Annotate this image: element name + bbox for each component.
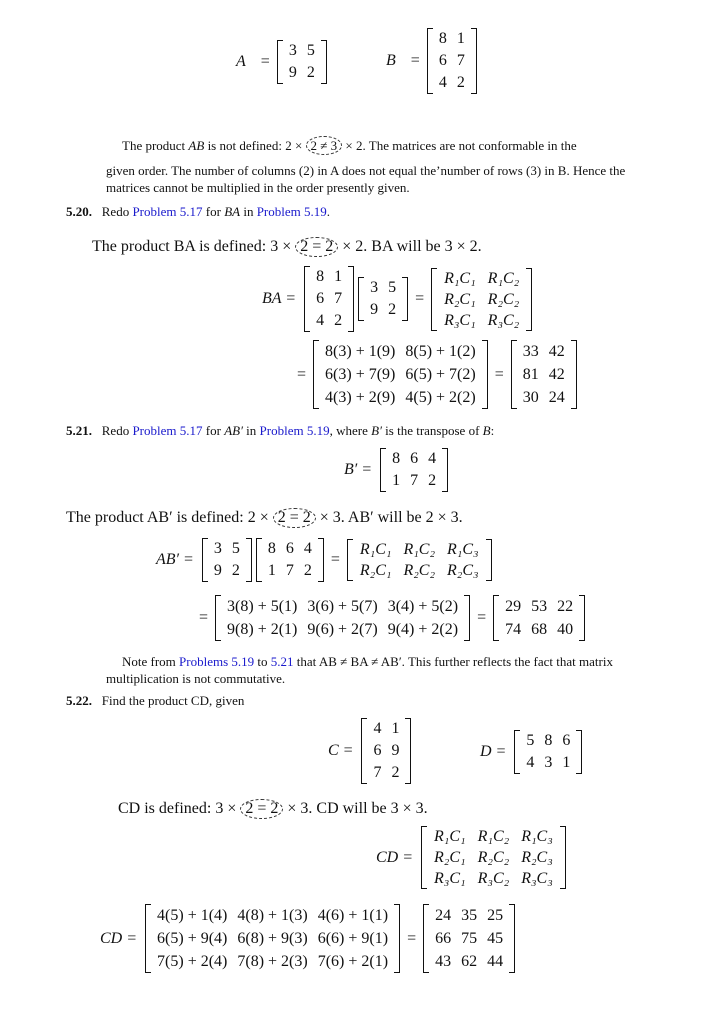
dimension-circle: 2 = 2	[240, 799, 283, 819]
matrix-cell: R₁C₁	[434, 828, 466, 845]
matrix-cell: 6	[562, 732, 571, 749]
link-problem-5-19[interactable]: Problem 5.19	[256, 204, 327, 219]
matrix-cell: 1	[391, 720, 400, 737]
matrix-cell: 6(6) + 9(1)	[317, 930, 389, 947]
matrix-cell: 6	[316, 290, 325, 307]
matrix-cell: 4	[428, 450, 437, 467]
abp-expansion-equation	[192, 595, 585, 641]
matrix-cell: 68	[531, 621, 548, 638]
problem-text: Redo	[101, 204, 133, 219]
expansion-matrix	[313, 340, 488, 409]
matrix-cell: 8	[392, 450, 401, 467]
matrix-cell: 3(6) + 5(7)	[307, 598, 378, 615]
matrix-d	[514, 730, 582, 774]
problem-text: B′	[371, 423, 382, 438]
matrix-cell: 40	[557, 621, 574, 638]
matrix-cell: 4(6) + 1(1)	[317, 907, 389, 924]
matrix-cell: 9(8) + 2(1)	[227, 621, 298, 638]
note-ab: AB	[188, 138, 205, 153]
matrix-cell: 1	[562, 754, 571, 771]
matrix-cell: 42	[548, 343, 565, 360]
matrix-cell: R₂C₃	[447, 562, 479, 579]
matrix-cell: 29	[505, 598, 522, 615]
matrix-cell: 1	[267, 562, 276, 579]
matrix-cell: 66	[435, 930, 452, 947]
problem-text: for	[202, 423, 225, 438]
problem-5-22-heading	[66, 692, 244, 709]
matrix-cell: R₁C₂	[403, 541, 436, 558]
matrix-cell: 5	[526, 732, 535, 749]
b-transpose-definition	[344, 448, 448, 492]
rc-matrix	[431, 268, 532, 331]
matrix-cell: 2	[456, 74, 465, 91]
link-problem-5-21[interactable]: 5.21	[270, 654, 294, 669]
matrix-cell: 6	[410, 450, 419, 467]
equals-sign: =	[415, 290, 425, 307]
problem-text: B	[482, 423, 491, 438]
matrix-cell: 3	[370, 279, 379, 296]
problem-text: in	[242, 423, 260, 438]
matrix-cell: 53	[531, 598, 548, 615]
matrix-cell: 6(5) + 9(4)	[157, 930, 228, 947]
expansion-matrix	[215, 595, 470, 641]
matrix-cell: 8(3) + 1(9)	[325, 343, 396, 360]
matrix-cell: 6	[373, 742, 382, 759]
matrix-cell: 3(4) + 5(2)	[387, 598, 459, 615]
matrix-b-label: B	[386, 52, 396, 69]
dimension-circle: 2 ≠ 3	[306, 136, 343, 155]
problem-text: Redo	[101, 423, 133, 438]
not-defined-note-line2: given order. The number of columns (2) in A does not equal the’number of rows (3) in B. Hence the	[106, 163, 626, 178]
matrix-cell: 9	[213, 562, 222, 579]
matrix-cell: 6	[438, 52, 447, 69]
link-problem-5-17[interactable]: Problem 5.17	[132, 204, 203, 219]
matrix-a	[358, 277, 408, 321]
equals-sign: =	[199, 609, 209, 626]
matrix-cell: 4	[373, 720, 382, 737]
matrix-cell: 6(5) + 7(2)	[405, 366, 476, 383]
matrix-cell: 22	[557, 598, 574, 615]
matrix-cell: 4(5) + 1(4)	[157, 907, 228, 924]
equals-sign: =	[477, 609, 487, 626]
matrix-cell: 3(8) + 5(1)	[227, 598, 298, 615]
problem-text: BA	[224, 204, 241, 219]
equals-sign: =	[260, 53, 270, 70]
ba-expansion-equation	[290, 340, 577, 409]
link-problem-5-17[interactable]: Problem 5.17	[132, 423, 203, 438]
matrix-b	[427, 28, 477, 94]
matrix-cell: 8	[267, 540, 276, 557]
matrix-cell: 6	[285, 540, 294, 557]
problem-text: , where	[329, 423, 372, 438]
matrix-cell: R₂C₁	[434, 849, 466, 866]
matrix-a	[277, 40, 327, 84]
expansion-matrix	[145, 904, 400, 973]
not-defined-note-line1	[122, 136, 577, 155]
equals-sign: =	[407, 929, 417, 947]
matrix-cell: 4(5) + 2(2)	[405, 389, 476, 406]
note-text: to	[254, 654, 271, 669]
matrix-b-definition	[386, 28, 477, 94]
abp-defined-line	[66, 508, 463, 528]
matrix-cell: R₂C₂	[403, 562, 436, 579]
dimension-circle: 2 = 2	[273, 508, 316, 528]
matrix-cell: R₂C₂	[487, 290, 520, 308]
problem-number: 5.20.	[66, 204, 92, 219]
matrix-cell: R₁C₂	[487, 269, 520, 287]
matrix-cell: 4(8) + 1(3)	[237, 907, 308, 924]
matrix-cell: 5	[306, 42, 315, 59]
note-text: that AB ≠ BA ≠ AB′. This further reflects the fact that matrix	[293, 654, 613, 669]
matrix-cell: 33	[522, 343, 539, 360]
matrix-cell: 2	[428, 472, 437, 489]
rc-matrix	[421, 826, 566, 889]
matrix-cell: 81	[522, 366, 539, 383]
equation-lhs: CD =	[376, 848, 414, 866]
equation-lhs: C =	[328, 742, 354, 759]
matrix-cell: 3	[544, 754, 553, 771]
problem-text: Find the product CD, given	[101, 693, 245, 708]
matrix-cell: R₁C₂	[477, 828, 510, 845]
problem-text: AB′	[224, 423, 243, 438]
problem-text: .	[326, 204, 331, 219]
matrix-cell: 9	[288, 64, 297, 81]
matrix-cell: 9(4) + 2(2)	[387, 621, 459, 638]
equation-lhs: CD =	[100, 929, 138, 947]
matrix-cell: 4(3) + 2(9)	[325, 389, 396, 406]
matrix-cell: R₃C₂	[487, 311, 520, 329]
note-text: × 2. The matrices are not conformable in the	[342, 138, 577, 153]
matrix-cell: 2	[306, 64, 315, 81]
equation-lhs: B′ =	[344, 461, 373, 478]
matrix-cell: 5	[231, 540, 240, 557]
defined-text: The product AB′ is defined: 2 ×	[66, 509, 273, 526]
matrix-cell: 6(3) + 7(9)	[325, 366, 396, 383]
matrix-cell: 1	[334, 268, 343, 285]
cd-expansion-equation	[100, 904, 515, 973]
note-text: is not defined: 2 ×	[204, 138, 306, 153]
matrix-cell: 7	[334, 290, 343, 307]
link-problems-5-19[interactable]: Problems 5.19	[179, 654, 255, 669]
result-matrix	[423, 904, 515, 973]
matrix-cell: 25	[487, 907, 504, 924]
matrix-cell: 7	[410, 472, 419, 489]
matrix-c-definition	[328, 718, 411, 784]
equals-sign: =	[330, 551, 340, 568]
matrix-cell: 4	[438, 74, 447, 91]
matrix-cell: R₂C₃	[521, 849, 553, 866]
matrix-cell: 24	[435, 907, 452, 924]
commutative-note-line2: multiplication is not commutative.	[106, 671, 286, 686]
matrix-cell: R₁C₁	[359, 541, 392, 558]
matrix-cell: 74	[505, 621, 522, 638]
matrix-cell: 35	[461, 907, 478, 924]
abp-product-equation	[156, 538, 492, 582]
equals-sign: =	[410, 52, 420, 69]
matrix-cell: 7(6) + 2(1)	[317, 953, 389, 970]
matrix-cell: R₂C₂	[477, 849, 510, 866]
problem-5-20-heading	[66, 203, 330, 220]
link-problem-5-19[interactable]: Problem 5.19	[259, 423, 330, 438]
matrix-cell: 9	[370, 301, 379, 318]
matrix-cell: 4	[526, 754, 535, 771]
rc-matrix	[347, 539, 492, 581]
problem-text: is the transpose of	[381, 423, 483, 438]
matrix-cell: R₁C₁	[444, 269, 476, 287]
equals-sign: =	[297, 365, 307, 383]
defined-text: The product BA is defined: 3 ×	[92, 238, 296, 255]
matrix-cell: 75	[461, 930, 478, 947]
matrix-cell: 9(6) + 2(7)	[307, 621, 378, 638]
matrix-cell: 1	[456, 30, 465, 47]
matrix-b-transpose	[256, 538, 324, 582]
note-text: Note from	[122, 654, 180, 669]
problem-text: in	[240, 204, 257, 219]
matrix-cell: R₃C₁	[444, 311, 476, 329]
result-matrix	[493, 595, 585, 641]
matrix-cell: 7	[456, 52, 465, 69]
problem-text: :	[490, 423, 495, 438]
equals-sign: =	[494, 365, 504, 383]
matrix-cell: 2	[231, 562, 240, 579]
matrix-cell: 7	[373, 764, 382, 781]
dimension-circle: 2 = 2	[295, 237, 338, 257]
commutative-note-line1	[122, 653, 613, 670]
matrix-cell: 3	[213, 540, 222, 557]
matrix-cell: 7	[285, 562, 294, 579]
problem-5-21-heading	[66, 422, 494, 439]
matrix-cell: 42	[548, 366, 565, 383]
matrix-b	[304, 266, 354, 332]
matrix-cell: R₃C₁	[434, 870, 466, 887]
cd-rc-equation	[376, 826, 566, 889]
matrix-a	[202, 538, 252, 582]
matrix-b-transpose	[380, 448, 448, 492]
cd-defined-line	[118, 799, 428, 819]
matrix-cell: 4	[303, 540, 312, 557]
matrix-d-definition	[480, 730, 582, 774]
matrix-cell: 6(8) + 9(3)	[237, 930, 308, 947]
matrix-cell: 44	[487, 953, 504, 970]
note-text: The product	[122, 138, 189, 153]
matrix-cell: 9	[391, 742, 400, 759]
defined-text: × 3. AB′ will be 2 × 3.	[315, 509, 463, 526]
matrix-cell: 2	[388, 301, 397, 318]
not-defined-note-line3: matrices cannot be multiplied in the order presently given.	[106, 180, 410, 195]
matrix-cell: 43	[435, 953, 452, 970]
matrix-cell: R₃C₂	[477, 870, 510, 887]
problem-number: 5.21.	[66, 423, 92, 438]
matrix-cell: 45	[487, 930, 504, 947]
matrix-cell: 2	[303, 562, 312, 579]
matrix-cell: 2	[391, 764, 400, 781]
problem-number: 5.22.	[66, 693, 92, 708]
matrix-c	[361, 718, 411, 784]
matrix-cell: 8(5) + 1(2)	[405, 343, 476, 360]
result-matrix	[511, 340, 577, 409]
matrix-cell: R₃C₃	[521, 870, 553, 887]
problem-text: for	[202, 204, 225, 219]
matrix-cell: R₂C₁	[359, 562, 392, 579]
ba-product-equation	[262, 266, 532, 332]
matrix-cell: 4	[316, 312, 325, 329]
matrix-cell: 5	[388, 279, 397, 296]
matrix-cell: 7(5) + 2(4)	[157, 953, 228, 970]
equation-lhs: BA =	[262, 290, 297, 307]
matrix-cell: 8	[316, 268, 325, 285]
matrix-cell: 3	[288, 42, 297, 59]
matrix-cell: R₁C₃	[521, 828, 553, 845]
defined-text: × 3. CD will be 3 × 3.	[283, 800, 428, 817]
matrix-a-label: A	[236, 53, 246, 70]
equation-lhs: D =	[480, 743, 507, 760]
matrix-cell: R₁C₃	[447, 541, 479, 558]
matrix-a-definition	[236, 40, 327, 84]
defined-text: × 2. BA will be 3 × 2.	[338, 238, 482, 255]
matrix-cell: 2	[334, 312, 343, 329]
matrix-cell: R₂C₁	[444, 290, 476, 308]
matrix-cell: 62	[461, 953, 478, 970]
matrix-cell: 7(8) + 2(3)	[237, 953, 308, 970]
matrix-cell: 24	[548, 389, 565, 406]
matrix-cell: 8	[438, 30, 447, 47]
matrix-cell: 1	[392, 472, 401, 489]
equation-lhs: AB′ =	[156, 551, 194, 568]
matrix-cell: 30	[522, 389, 539, 406]
ba-defined-line	[92, 237, 482, 257]
defined-text: CD is defined: 3 ×	[118, 800, 241, 817]
matrix-cell: 8	[544, 732, 553, 749]
